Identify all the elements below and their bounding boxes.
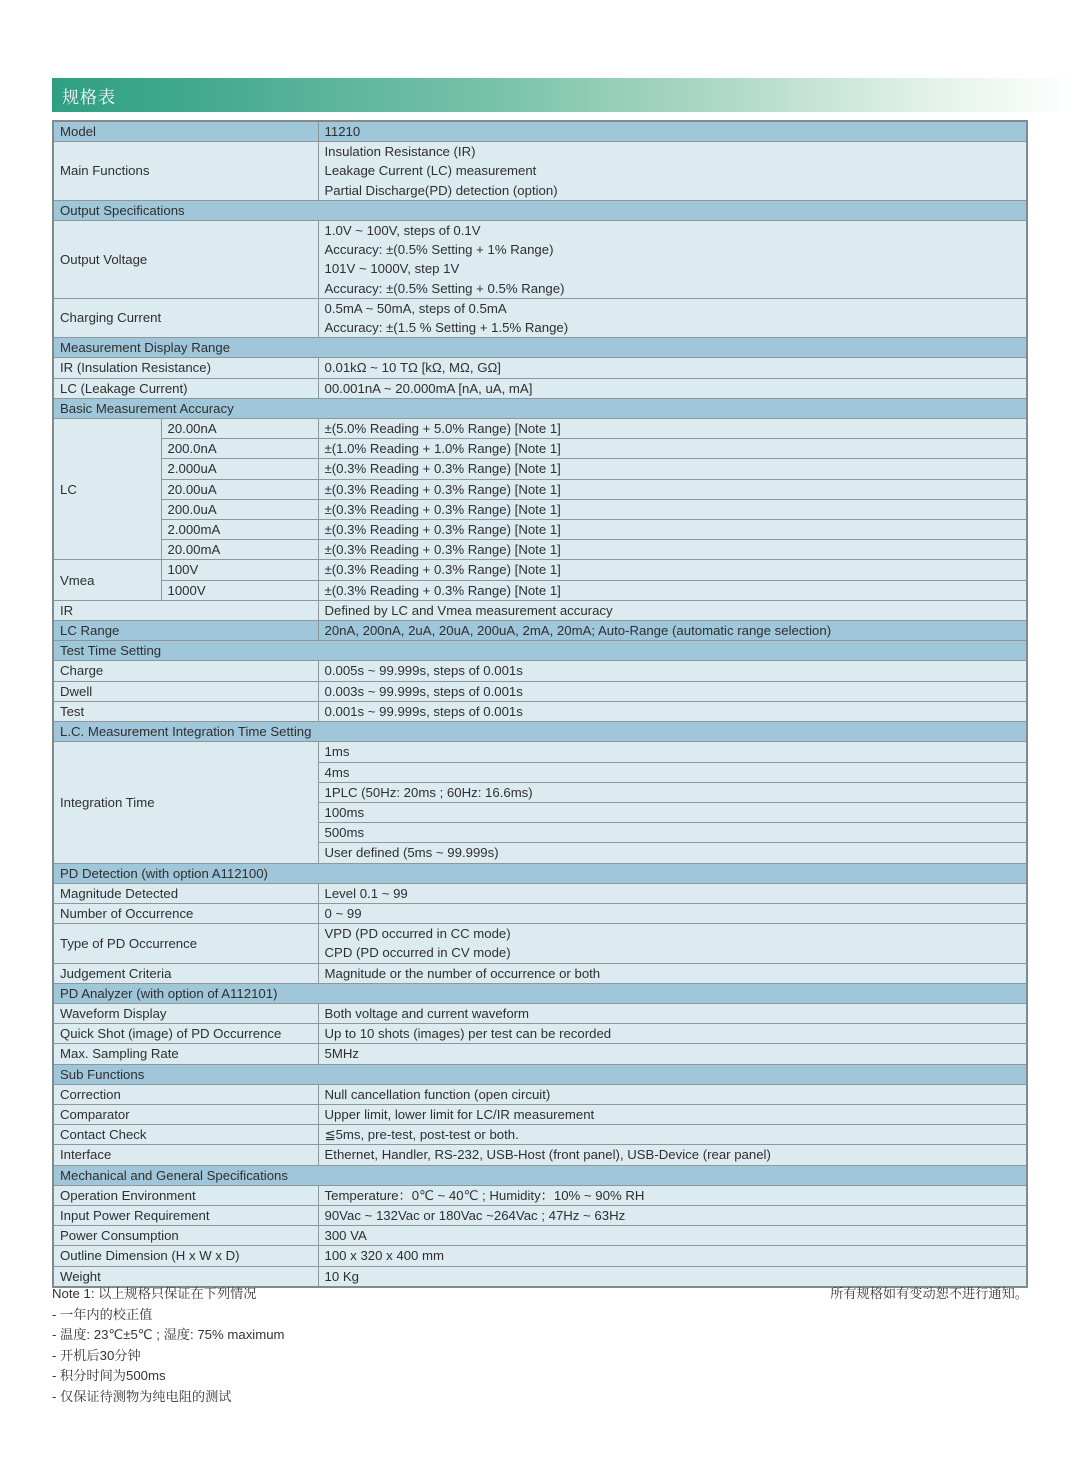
- range-cell: 1000V: [161, 580, 318, 600]
- range-cell: 20.00mA: [161, 540, 318, 560]
- table-row: [53, 963, 1027, 983]
- row-value: 0.003s ~ 99.999s, steps of 0.001s: [318, 681, 1027, 701]
- row-label: Power Consumption: [53, 1226, 318, 1246]
- section-header: PD Analyzer (with option of A112101): [53, 983, 1027, 1003]
- row-value: Upper limit, lower limit for LC/IR measurement: [318, 1104, 1027, 1124]
- table-row: [53, 1205, 1027, 1225]
- row-value: ±(0.3% Reading + 0.3% Range) [Note 1]: [318, 459, 1027, 479]
- section-row: [53, 338, 1027, 358]
- group-label: Integration Time: [53, 742, 318, 863]
- table-row: [53, 1145, 1027, 1165]
- note-bullet: - 一年内的校正值: [52, 1306, 153, 1322]
- group-label: LC: [53, 419, 161, 560]
- section-header: L.C. Measurement Integration Time Setting: [53, 722, 1027, 742]
- row-value: 100ms: [318, 802, 1027, 822]
- section-row: [53, 1064, 1027, 1084]
- section-row: [53, 983, 1027, 1003]
- table-row: [53, 883, 1027, 903]
- table-row: [53, 1246, 1027, 1266]
- row-label: Judgement Criteria: [53, 963, 318, 983]
- row-value: 11210: [318, 121, 1027, 142]
- spec-table: [52, 120, 1028, 1288]
- row-value: ±(5.0% Reading + 5.0% Range) [Note 1]: [318, 419, 1027, 439]
- table-row: [53, 560, 1027, 580]
- row-value: ±(0.3% Reading + 0.3% Range) [Note 1]: [318, 560, 1027, 580]
- row-value: 100 x 320 x 400 mm: [318, 1246, 1027, 1266]
- row-value: Insulation Resistance (IR) Leakage Current (LC) measurement Partial Discharge(PD) detection (option): [318, 142, 1027, 201]
- footnotes: [52, 1284, 1028, 1407]
- section-row: [53, 863, 1027, 883]
- row-label: Quick Shot (image) of PD Occurrence: [53, 1024, 318, 1044]
- table-row: [53, 459, 1027, 479]
- row-value: ±(0.3% Reading + 0.3% Range) [Note 1]: [318, 479, 1027, 499]
- table-row: [53, 661, 1027, 681]
- row-label: Dwell: [53, 681, 318, 701]
- row-label: Correction: [53, 1084, 318, 1104]
- section-header: Sub Functions: [53, 1064, 1027, 1084]
- section-header: PD Detection (with option A112100): [53, 863, 1027, 883]
- row-label: IR (Insulation Resistance): [53, 358, 318, 378]
- row-label: Operation Environment: [53, 1185, 318, 1205]
- row-label: Interface: [53, 1145, 318, 1165]
- table-row: [53, 520, 1027, 540]
- row-value: 500ms: [318, 823, 1027, 843]
- row-value: 1PLC (50Hz: 20ms ; 60Hz: 16.6ms): [318, 782, 1027, 802]
- row-value: 20nA, 200nA, 2uA, 20uA, 200uA, 2mA, 20mA; Auto-Range (automatic range selection): [318, 621, 1027, 641]
- row-value: 10 Kg: [318, 1266, 1027, 1287]
- table-row: [53, 378, 1027, 398]
- row-label: Input Power Requirement: [53, 1205, 318, 1225]
- note-bullet: - 开机后30分钟: [52, 1347, 141, 1363]
- table-row: [53, 479, 1027, 499]
- row-label: Charge: [53, 661, 318, 681]
- row-value: Both voltage and current waveform: [318, 1003, 1027, 1023]
- section-header: Test Time Setting: [53, 641, 1027, 661]
- row-value: 1ms: [318, 742, 1027, 762]
- table-row: [53, 540, 1027, 560]
- table-row: [53, 142, 1027, 201]
- table-row: [53, 600, 1027, 620]
- row-label: Comparator: [53, 1104, 318, 1124]
- row-value: 90Vac ~ 132Vac or 180Vac ~264Vac ; 47Hz ~ 63Hz: [318, 1205, 1027, 1225]
- row-label: Type of PD Occurrence: [53, 924, 318, 963]
- section-row: [53, 641, 1027, 661]
- table-row: [53, 1104, 1027, 1124]
- row-label: IR: [53, 600, 318, 620]
- row-value: 4ms: [318, 762, 1027, 782]
- row-label: Output Voltage: [53, 221, 318, 299]
- range-cell: 200.0nA: [161, 439, 318, 459]
- row-value: 00.001nA ~ 20.000mA [nA, uA, mA]: [318, 378, 1027, 398]
- row-value: 300 VA: [318, 1226, 1027, 1246]
- row-label: LC (Leakage Current): [53, 378, 318, 398]
- row-value: Magnitude or the number of occurrence or both: [318, 963, 1027, 983]
- row-label: Number of Occurrence: [53, 903, 318, 923]
- table-row: [53, 681, 1027, 701]
- section-header: Output Specifications: [53, 200, 1027, 220]
- section-row: [53, 1165, 1027, 1185]
- note-bullet: - 积分时间为500ms: [52, 1368, 166, 1383]
- table-row: [53, 1044, 1027, 1064]
- table-row: [53, 701, 1027, 721]
- row-label: Test: [53, 701, 318, 721]
- section-row: [53, 398, 1027, 418]
- row-value: Level 0.1 ~ 99: [318, 883, 1027, 903]
- range-cell: 100V: [161, 560, 318, 580]
- table-row: [53, 221, 1027, 299]
- range-cell: 2.000uA: [161, 459, 318, 479]
- row-value: Temperature：0℃ ~ 40℃ ; Humidity：10% ~ 90% RH: [318, 1185, 1027, 1205]
- table-row: [53, 439, 1027, 459]
- row-value: 0.005s ~ 99.999s, steps of 0.001s: [318, 661, 1027, 681]
- table-row: [53, 121, 1027, 142]
- row-value: User defined (5ms ~ 99.999s): [318, 843, 1027, 863]
- table-row: [53, 621, 1027, 641]
- table-row: [53, 1185, 1027, 1205]
- row-value: Null cancellation function (open circuit): [318, 1084, 1027, 1104]
- row-label: Model: [53, 121, 318, 142]
- row-value: ±(0.3% Reading + 0.3% Range) [Note 1]: [318, 499, 1027, 519]
- table-row: [53, 580, 1027, 600]
- row-value: ±(0.3% Reading + 0.3% Range) [Note 1]: [318, 540, 1027, 560]
- row-value: Ethernet, Handler, RS-232, USB-Host (front panel), USB-Device (rear panel): [318, 1145, 1027, 1165]
- row-value: Defined by LC and Vmea measurement accuracy: [318, 600, 1027, 620]
- row-value: ±(0.3% Reading + 0.3% Range) [Note 1]: [318, 520, 1027, 540]
- row-value: Up to 10 shots (images) per test can be recorded: [318, 1024, 1027, 1044]
- row-label: LC Range: [53, 621, 318, 641]
- section-row: [53, 200, 1027, 220]
- row-value: 1.0V ~ 100V, steps of 0.1V Accuracy: ±(0.5% Setting + 1% Range) 101V ~ 1000V, step 1V Accuracy: ±(0.5% Setting + 0.5% Range): [318, 221, 1027, 299]
- section-header: Basic Measurement Accuracy: [53, 398, 1027, 418]
- table-row: [53, 1226, 1027, 1246]
- spec-title-band: [52, 78, 1076, 112]
- table-row: [53, 358, 1027, 378]
- note1-bullets: [52, 1305, 1028, 1408]
- row-label: Contact Check: [53, 1125, 318, 1145]
- section-header: Mechanical and General Specifications: [53, 1165, 1027, 1185]
- table-row: [53, 1125, 1027, 1145]
- row-value: 0.5mA ~ 50mA, steps of 0.5mA Accuracy: ±(1.5 % Setting + 1.5% Range): [318, 298, 1027, 337]
- table-row: [53, 924, 1027, 963]
- page-title: 规格表: [62, 87, 116, 107]
- table-row: [53, 903, 1027, 923]
- range-cell: 200.0uA: [161, 499, 318, 519]
- range-cell: 2.000mA: [161, 520, 318, 540]
- row-value: ±(1.0% Reading + 1.0% Range) [Note 1]: [318, 439, 1027, 459]
- table-row: [53, 1084, 1027, 1104]
- row-label: Waveform Display: [53, 1003, 318, 1023]
- group-label: Vmea: [53, 560, 161, 600]
- row-label: Weight: [53, 1266, 318, 1287]
- table-row: [53, 742, 1027, 762]
- row-value: ≦5ms, pre-test, post-test or both.: [318, 1125, 1027, 1145]
- table-row: [53, 1003, 1027, 1023]
- spec-table-body: [53, 121, 1027, 1287]
- row-label: Charging Current: [53, 298, 318, 337]
- table-row: [53, 1024, 1027, 1044]
- row-value: 5MHz: [318, 1044, 1027, 1064]
- row-value: 0.01kΩ ~ 10 TΩ [kΩ, MΩ, GΩ]: [318, 358, 1027, 378]
- change-without-notice-note: 所有规格如有变动恕不进行通知。: [830, 1286, 1028, 1301]
- table-row: [53, 298, 1027, 337]
- note-bullet: - 仅保证待测物为纯电阻的测试: [52, 1388, 232, 1404]
- row-value: VPD (PD occurred in CC mode) CPD (PD occurred in CV mode): [318, 924, 1027, 963]
- row-value: 0 ~ 99: [318, 903, 1027, 923]
- table-row: [53, 419, 1027, 439]
- row-value: ±(0.3% Reading + 0.3% Range) [Note 1]: [318, 580, 1027, 600]
- row-label: Magnitude Detected: [53, 883, 318, 903]
- row-label: Outline Dimension (H x W x D): [53, 1246, 318, 1266]
- section-header: Measurement Display Range: [53, 338, 1027, 358]
- range-cell: 20.00nA: [161, 419, 318, 439]
- note1-title: Note 1: 以上规格只保证在下列情况: [52, 1286, 257, 1301]
- table-row: [53, 499, 1027, 519]
- note-bullet: - 温度: 23℃±5℃ ; 湿度: 75% maximum: [52, 1327, 285, 1342]
- range-cell: 20.00uA: [161, 479, 318, 499]
- row-label: Max. Sampling Rate: [53, 1044, 318, 1064]
- row-value: 0.001s ~ 99.999s, steps of 0.001s: [318, 701, 1027, 721]
- row-label: Main Functions: [53, 142, 318, 201]
- section-row: [53, 722, 1027, 742]
